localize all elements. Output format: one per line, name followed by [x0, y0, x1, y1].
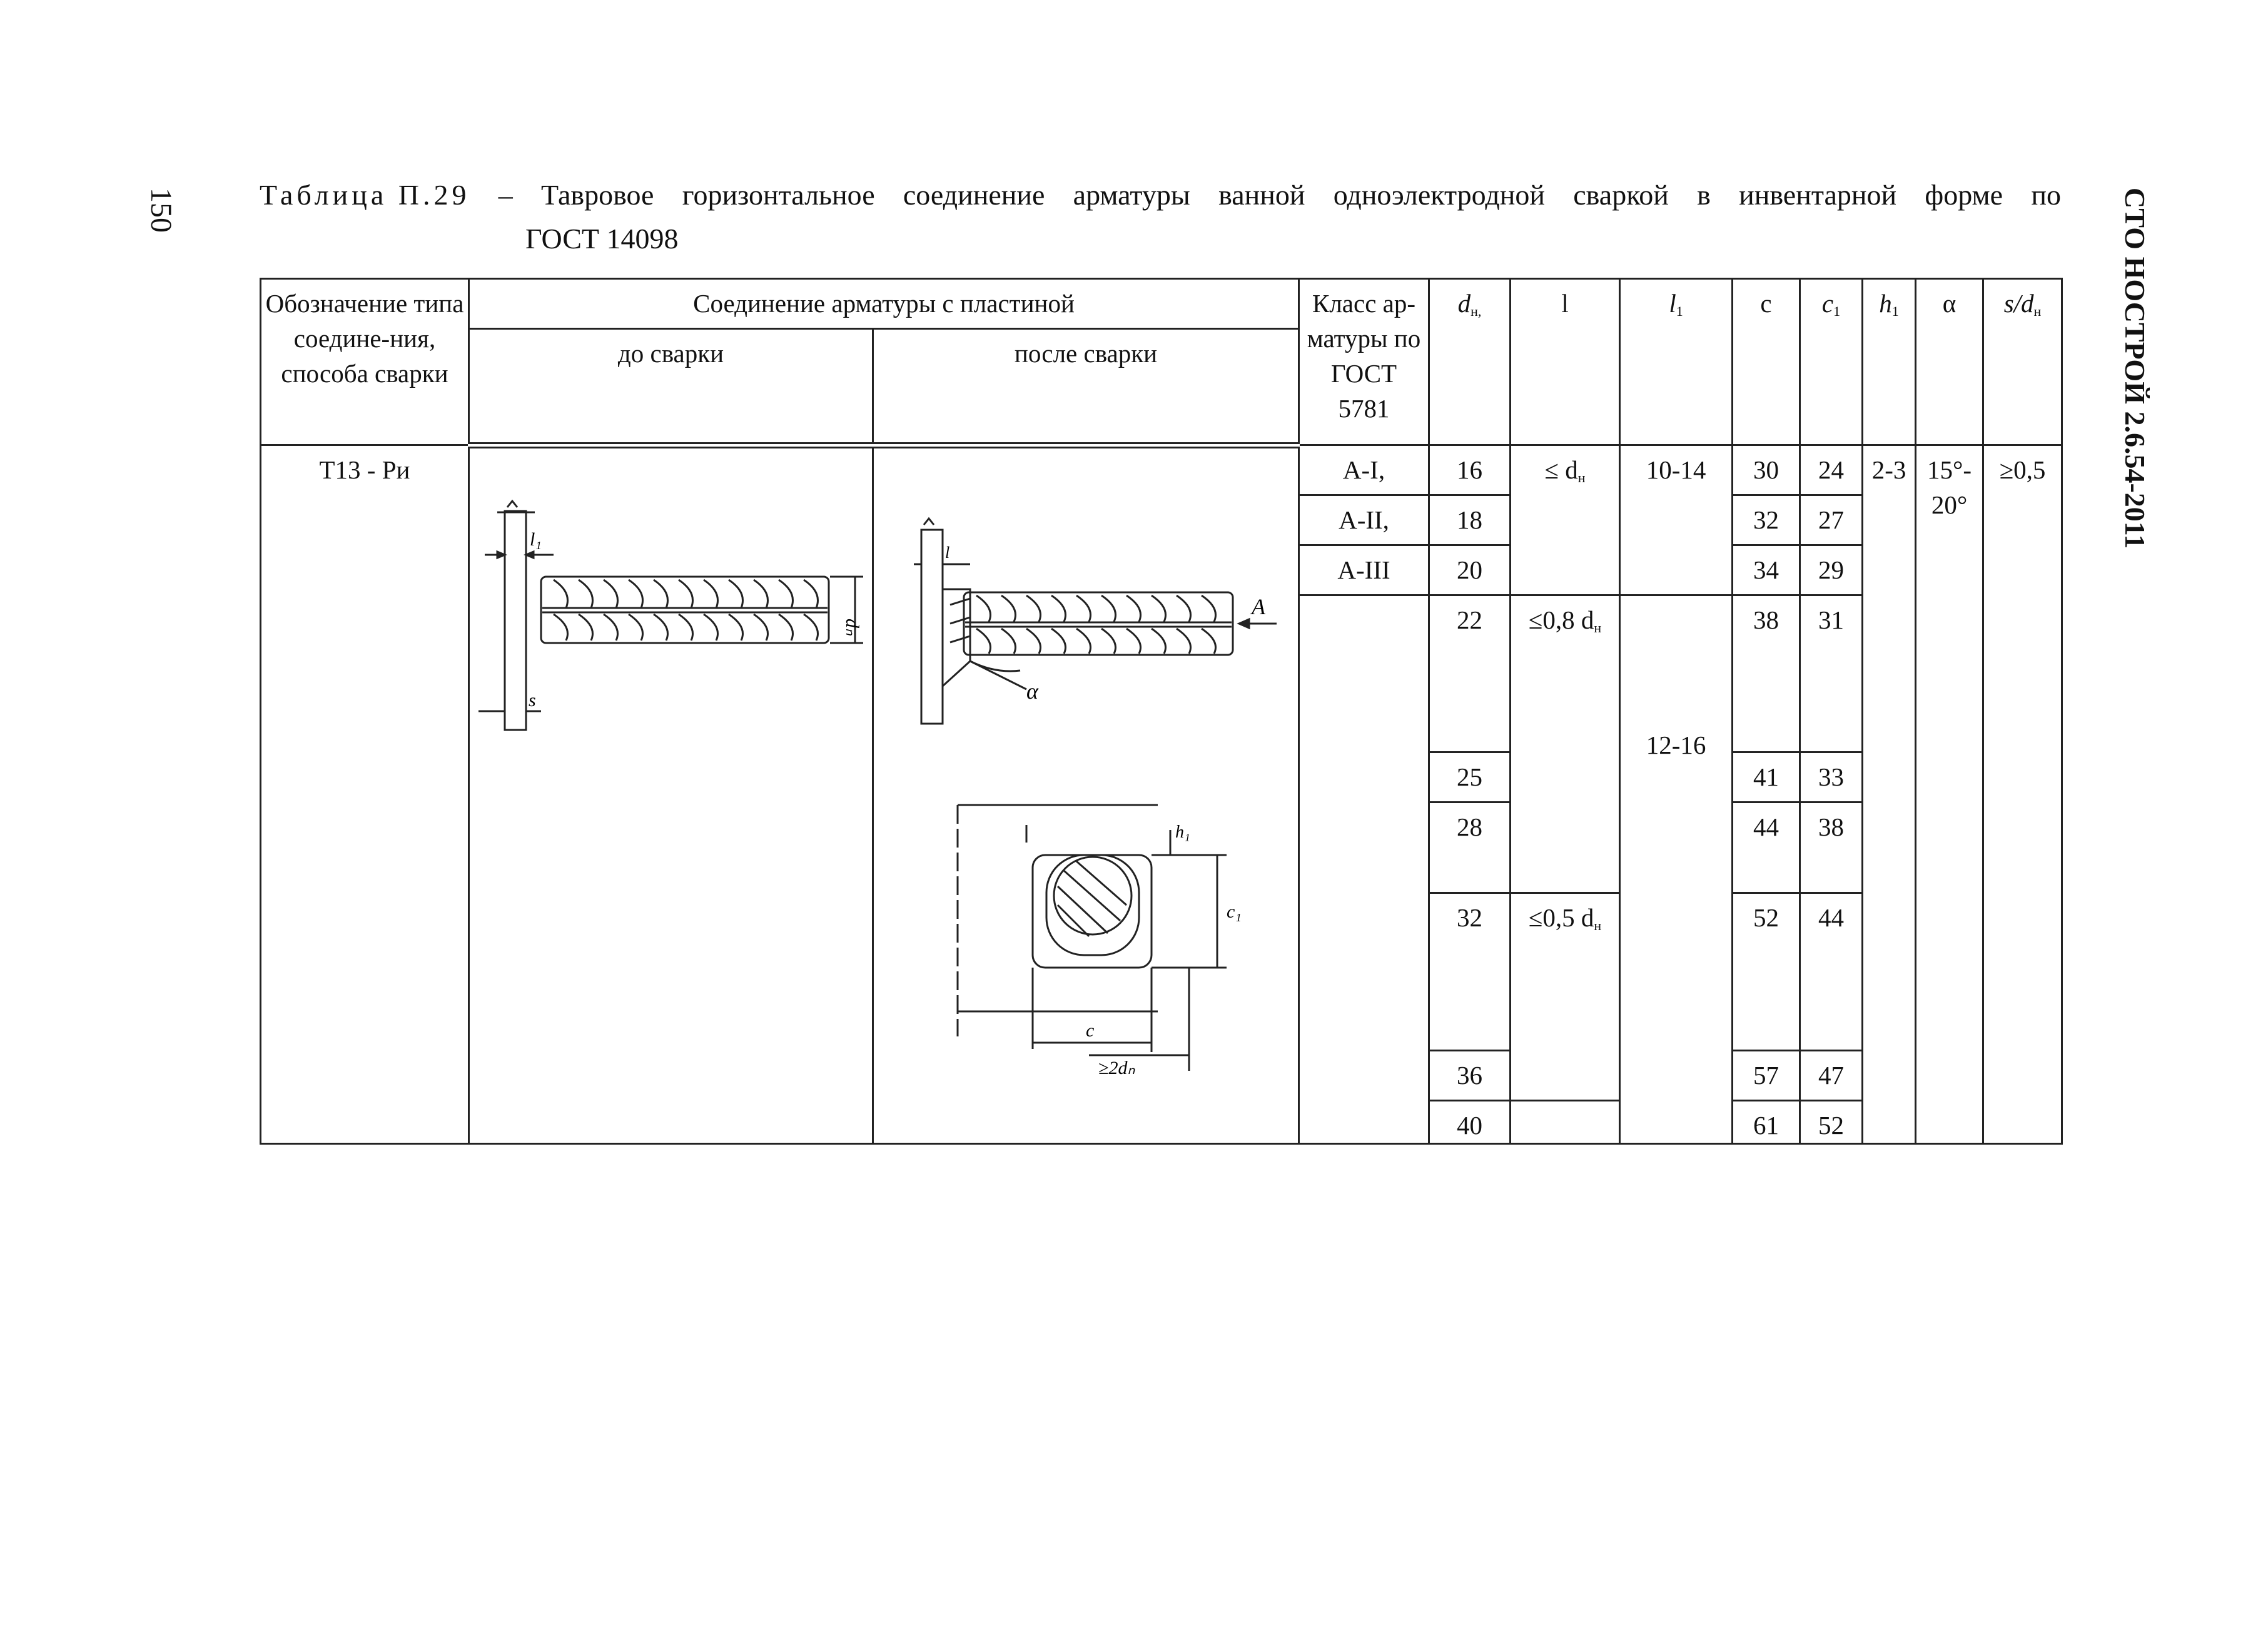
c-cell: 57 — [1733, 1050, 1800, 1100]
label-h1: h₁ — [1175, 822, 1190, 842]
caption-dash: – — [498, 179, 513, 211]
label-alpha: α — [1026, 678, 1038, 704]
plate-shape — [921, 530, 943, 724]
label-dn: dₙ — [842, 618, 863, 635]
c1-cell: 27 — [1800, 495, 1863, 545]
caption-word: соединение — [903, 179, 1045, 211]
caption-word: ванной — [1218, 179, 1305, 211]
d-cell: 32 — [1429, 893, 1511, 1050]
label-c1: c₁ — [1227, 901, 1242, 922]
after-welding-drawing — [876, 455, 1302, 1143]
l-cell: ≤0,5 $d_н$ — [1511, 893, 1620, 1100]
c-cell: 44 — [1733, 802, 1800, 893]
label-l: l — [945, 543, 950, 562]
c-cell: 34 — [1733, 545, 1800, 595]
caption-word: инвентарной — [1739, 179, 1897, 211]
caption-word: в — [1697, 179, 1711, 211]
class-cell-empty — [1299, 595, 1429, 1144]
h1-cell: 2-3 — [1863, 445, 1916, 1144]
c1-cell: 38 — [1800, 802, 1863, 893]
d-cell: 40 — [1429, 1100, 1511, 1143]
d-cell: 22 — [1429, 595, 1511, 752]
header-l: l — [1511, 279, 1620, 445]
c-cell: 32 — [1733, 495, 1800, 545]
header-after-welding: после сварки — [873, 329, 1299, 445]
header-c: c — [1733, 279, 1800, 445]
caption-word: по — [2031, 179, 2061, 211]
l-cell: ≤0,8 $d_н$ — [1511, 595, 1620, 893]
label-A: A — [1252, 594, 1265, 619]
header-before-welding: до сварки — [469, 329, 873, 445]
document-code: СТО НОСТРОЙ 2.6.54-2011 — [2119, 188, 2151, 549]
c1-cell: 33 — [1800, 752, 1863, 802]
l-cell: ≤ $d_н$ — [1511, 445, 1620, 595]
class-cell: А-II, — [1299, 495, 1429, 545]
d-cell: 20 — [1429, 545, 1511, 595]
label-s: s — [529, 689, 536, 711]
c1-cell: 24 — [1800, 445, 1863, 495]
l1-cell: 10-14 — [1620, 445, 1733, 595]
type-cell: Т13 - Ри — [261, 445, 469, 1144]
c-cell: 41 — [1733, 752, 1800, 802]
c1-cell: 47 — [1800, 1050, 1863, 1100]
figure-before-cell — [469, 445, 873, 1144]
plate-shape — [505, 511, 526, 730]
c1-cell: 52 — [1800, 1100, 1863, 1143]
s-dh-cell: ≥0,5 — [1983, 445, 2062, 1144]
before-welding-drawing — [472, 455, 876, 1143]
d-cell: 28 — [1429, 802, 1511, 893]
caption-word: Тавровое — [541, 179, 654, 211]
d-cell: 25 — [1429, 752, 1511, 802]
c1-cell: 29 — [1800, 545, 1863, 595]
table-caption — [260, 176, 2061, 258]
caption-line-1 — [260, 176, 2061, 214]
c-cell: 52 — [1733, 893, 1800, 1050]
page-number: 150 — [144, 188, 178, 233]
class-cell: А-III — [1299, 545, 1429, 595]
c-cell: 38 — [1733, 595, 1800, 752]
header-connection: Соединение арматуры с пластиной — [469, 279, 1299, 329]
d-cell: 18 — [1429, 495, 1511, 545]
header-h1: $h_1$ — [1863, 279, 1916, 445]
alpha-cell: 15°- 20° — [1916, 445, 1983, 1144]
c1-cell: 31 — [1800, 595, 1863, 752]
c-cell: 30 — [1733, 445, 1800, 495]
label-l1: l₁ — [530, 529, 542, 550]
header-l1: $l_1$ — [1620, 279, 1733, 445]
header-alpha: α — [1916, 279, 1983, 445]
caption-word: одноэлектродной — [1333, 179, 1545, 211]
label-2dn: ≥2dₙ — [1098, 1057, 1135, 1078]
class-cell: А-I, — [1299, 445, 1429, 495]
header-c1: $c_1$ — [1800, 279, 1863, 445]
caption-word: форме — [1925, 179, 2003, 211]
caption-word: сваркой — [1573, 179, 1669, 211]
welding-table — [260, 278, 2063, 1145]
caption-label: Таблица П.29 — [260, 179, 470, 211]
figure-after-cell — [873, 445, 1299, 1144]
l1-cell: 12-16 — [1620, 595, 1733, 1144]
d-cell: 16 — [1429, 445, 1511, 495]
label-c: c — [1086, 1020, 1095, 1041]
c-cell: 61 — [1733, 1100, 1800, 1143]
header-designation: Обозначение типа соедине-ния, способа сварки — [261, 279, 469, 445]
header-class: Класс ар-матуры по ГОСТ 5781 — [1299, 279, 1429, 445]
rebar-shape — [964, 592, 1233, 655]
caption-line-2: ГОСТ 14098 — [525, 223, 679, 255]
l-cell-empty — [1511, 1100, 1620, 1143]
caption-word: горизонтальное — [682, 179, 875, 211]
header-d: $d_{н,}$ — [1429, 279, 1511, 445]
c1-cell: 44 — [1800, 893, 1863, 1050]
header-s-dh: $s/d_н$ — [1983, 279, 2062, 445]
caption-word: арматуры — [1073, 179, 1190, 211]
d-cell: 36 — [1429, 1050, 1511, 1100]
